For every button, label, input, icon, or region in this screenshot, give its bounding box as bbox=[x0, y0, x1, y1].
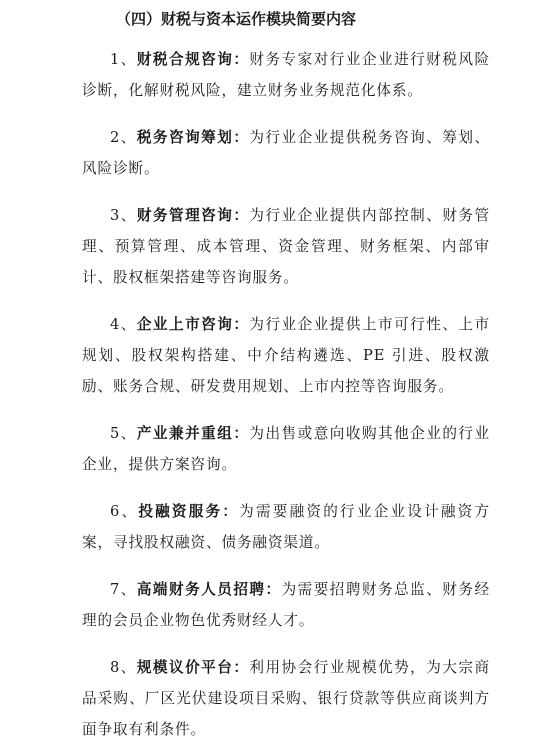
list-item-6 bbox=[82, 496, 490, 558]
item-text: 财务专家对行业企业进行财税风险诊断，化解财税风险，建立财务业务规范化体系。 bbox=[82, 51, 490, 99]
item-text: 利用协会行业规模优势，为大宗商品采购、厂区光伏建设项目采购、银行贷款等供应商谈判方面争取有利条件。 bbox=[82, 659, 490, 738]
item-text: 为出售或意向收购其他企业的行业企业，提供方案咨询。 bbox=[82, 425, 490, 473]
item-term: 财税合规咨询： bbox=[136, 51, 250, 68]
list-item-8 bbox=[82, 652, 490, 745]
list-item-4 bbox=[82, 309, 490, 402]
list-item-2 bbox=[82, 122, 490, 184]
item-text: 为行业企业提供上市可行性、上市规划、股权架构搭建、中介结构遴选、PE 引进、股权激励、账务合规、研发费用规划、上市内控等咨询服务。 bbox=[82, 316, 490, 395]
item-number: 2、 bbox=[110, 129, 137, 146]
section-title: （四）财税与资本运作模块简要内容 bbox=[116, 10, 357, 28]
item-number: 3、 bbox=[110, 207, 137, 224]
item-number: 5、 bbox=[110, 425, 137, 442]
item-number: 7、 bbox=[110, 581, 137, 598]
item-term: 投融资服务： bbox=[138, 503, 240, 520]
item-number: 6、 bbox=[110, 503, 139, 520]
item-text: 为需要招聘财务总监、财务经理的会员企业物色优秀财经人才。 bbox=[82, 581, 490, 629]
list-item-1 bbox=[82, 44, 490, 106]
item-number: 1、 bbox=[110, 51, 137, 68]
list-item-3 bbox=[82, 200, 490, 293]
item-term: 企业上市咨询： bbox=[136, 316, 250, 333]
item-text: 为行业企业提供内部控制、财务管理、预算管理、成本管理、资金管理、财务框架、内部审计、股权框架搭建等咨询服务。 bbox=[82, 207, 490, 286]
item-term: 财务管理咨询： bbox=[136, 207, 250, 224]
item-number: 4、 bbox=[110, 316, 137, 333]
item-term: 高端财务人员招聘： bbox=[136, 581, 282, 598]
item-text: 为需要融资的行业企业设计融资方案，寻找股权融资、债务融资渠道。 bbox=[82, 503, 490, 551]
item-term: 规模议价平台： bbox=[136, 659, 250, 676]
list-item-7 bbox=[82, 574, 490, 636]
item-term: 税务咨询筹划： bbox=[136, 129, 250, 146]
item-number: 8、 bbox=[110, 659, 137, 676]
list-item-5 bbox=[82, 418, 490, 480]
item-text: 为行业企业提供税务咨询、筹划、风险诊断。 bbox=[82, 129, 490, 177]
item-term: 产业兼并重组： bbox=[136, 425, 250, 442]
